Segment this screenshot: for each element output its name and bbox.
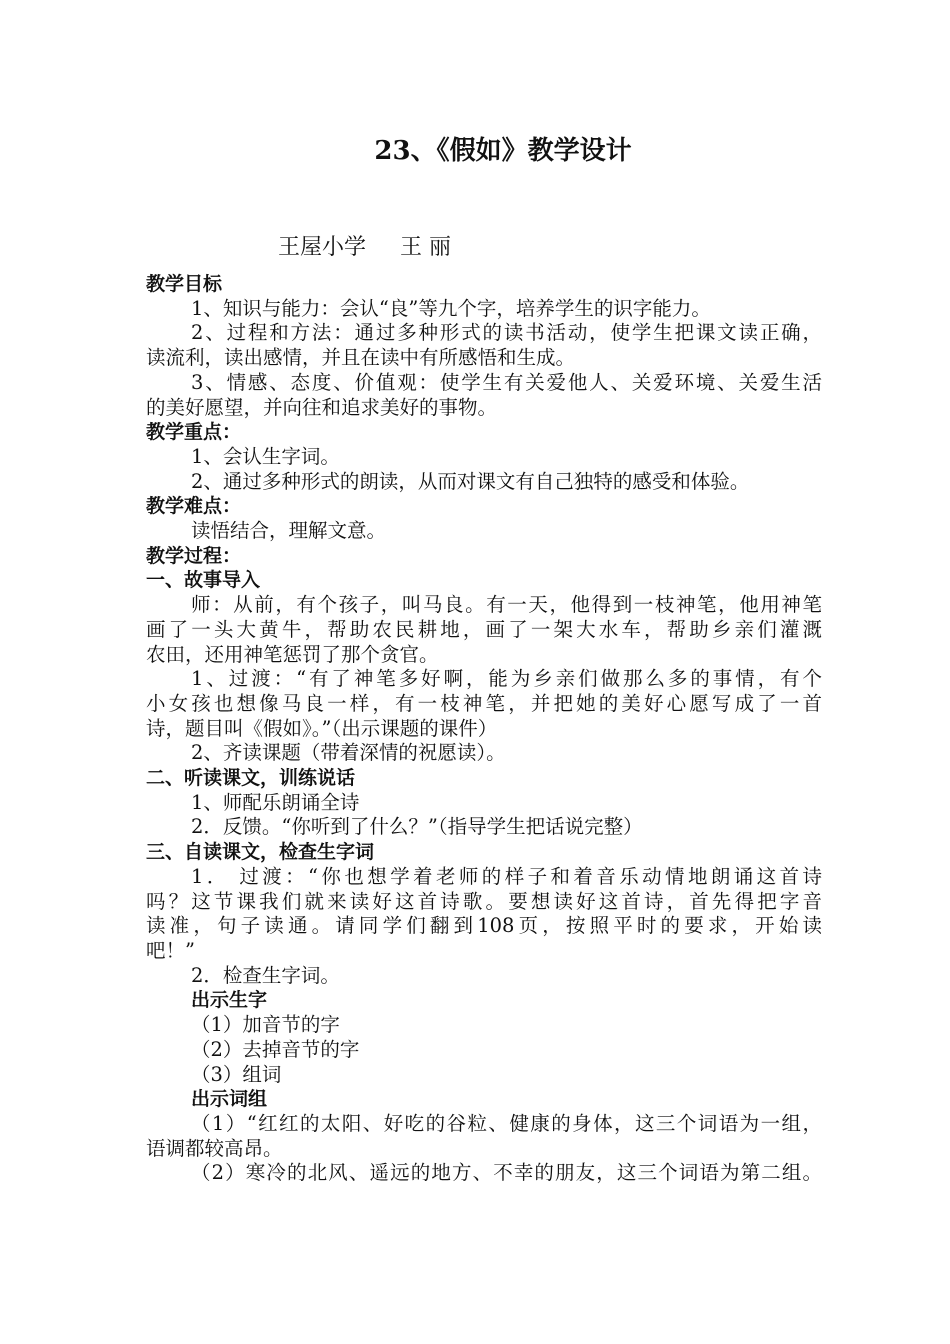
text-line: 的美好愿望，并向往和追求美好的事物。 — [146, 395, 498, 419]
text-line: 吧！” — [146, 938, 195, 962]
text-line: 农田，还用神笔惩罚了那个贪官。 — [146, 642, 439, 666]
text-line: 读流利，读出感情，并且在读中有所感悟和生成。 — [146, 346, 576, 370]
section-heading: 教学目标 — [146, 273, 223, 295]
text-line: 1． 过渡：“你也想学着老师的样子和着音乐动情地朗诵这首诗 — [191, 864, 822, 888]
text-line: 2、齐读课题（带着深情的祝愿读）。 — [191, 741, 506, 765]
text-line: 师：从前，有个孩子，叫马良。有一天，他得到一枝神笔，他用神笔 — [191, 593, 822, 617]
section-heading: 三、自读课文，检查生字词 — [146, 841, 375, 864]
section-heading: 教学重点： — [146, 421, 242, 444]
text-line: 1、会认生字词。 — [191, 444, 340, 468]
text-line: （1）加音节的字 — [191, 1013, 340, 1037]
text-line: 吗？这节课我们就来读好这首诗歌。要想读好这首诗，首先得把字音 — [146, 889, 822, 913]
text-line: 1、知识与能力：会认“良”等九个字，培养学生的识字能力。 — [191, 296, 711, 320]
text-line: （2）寒冷的北风、遥远的地方、不幸的朋友，这三个词语为第二组。 — [191, 1161, 822, 1185]
section-heading: 教学难点： — [146, 495, 242, 518]
text-line: 语调都较高昂。 — [146, 1136, 283, 1160]
author-name: 王 丽 — [400, 235, 452, 260]
author-line — [278, 232, 451, 264]
text-line: 2．反馈。“你听到了什么？”（指导学生把话说完整） — [191, 815, 643, 839]
text-line: 1、过渡：“有了神笔多好啊，能为乡亲们做那么多的事情，有个 — [191, 667, 822, 691]
text-line: 2、通过多种形式的朗读，从而对课文有自己独特的感受和体验。 — [191, 469, 750, 493]
section-heading: 出示词组 — [191, 1088, 268, 1111]
text-line: （2）去掉音节的字 — [191, 1037, 360, 1061]
document-body — [146, 272, 822, 1186]
text-line: （3）组词 — [191, 1062, 282, 1086]
document-title: 23、《假如》教学设计 — [374, 136, 632, 166]
section-heading: 出示生字 — [191, 989, 268, 1012]
section-heading: 一、故事导入 — [146, 569, 261, 592]
section-heading: 教学过程： — [146, 544, 242, 567]
text-line: 小女孩也想像马良一样，有一枝神笔，并把她的美好心愿写成了一首 — [146, 691, 822, 715]
text-line: 2、过程和方法：通过多种形式的读书活动，使学生把课文读正确， — [191, 321, 822, 345]
text-line: 读准，句子读通。请同学们翻到108页，按照平时的要求，开始读 — [146, 914, 822, 938]
text-line: 3、情感、态度、价值观：使学生有关爱他人、关爱环境、关爱生活 — [191, 370, 822, 394]
author-school: 王屋小学 — [278, 235, 367, 260]
section-heading: 二、听读课文，训练说话 — [146, 767, 356, 790]
text-line: （1）“红红的太阳、好吃的谷粒、健康的身体，这三个词语为一组， — [191, 1111, 822, 1135]
text-line: 读悟结合，理解文意。 — [191, 519, 387, 543]
text-line: 画了一头大黄牛，帮助农民耕地，画了一架大水车，帮助乡亲们灌溉 — [146, 617, 822, 641]
text-line: 1、师配乐朗诵全诗 — [191, 790, 360, 814]
text-line: 诗，题目叫《假如》。”（出示课题的课件） — [146, 716, 498, 740]
text-line: 2．检查生字词。 — [191, 963, 340, 987]
